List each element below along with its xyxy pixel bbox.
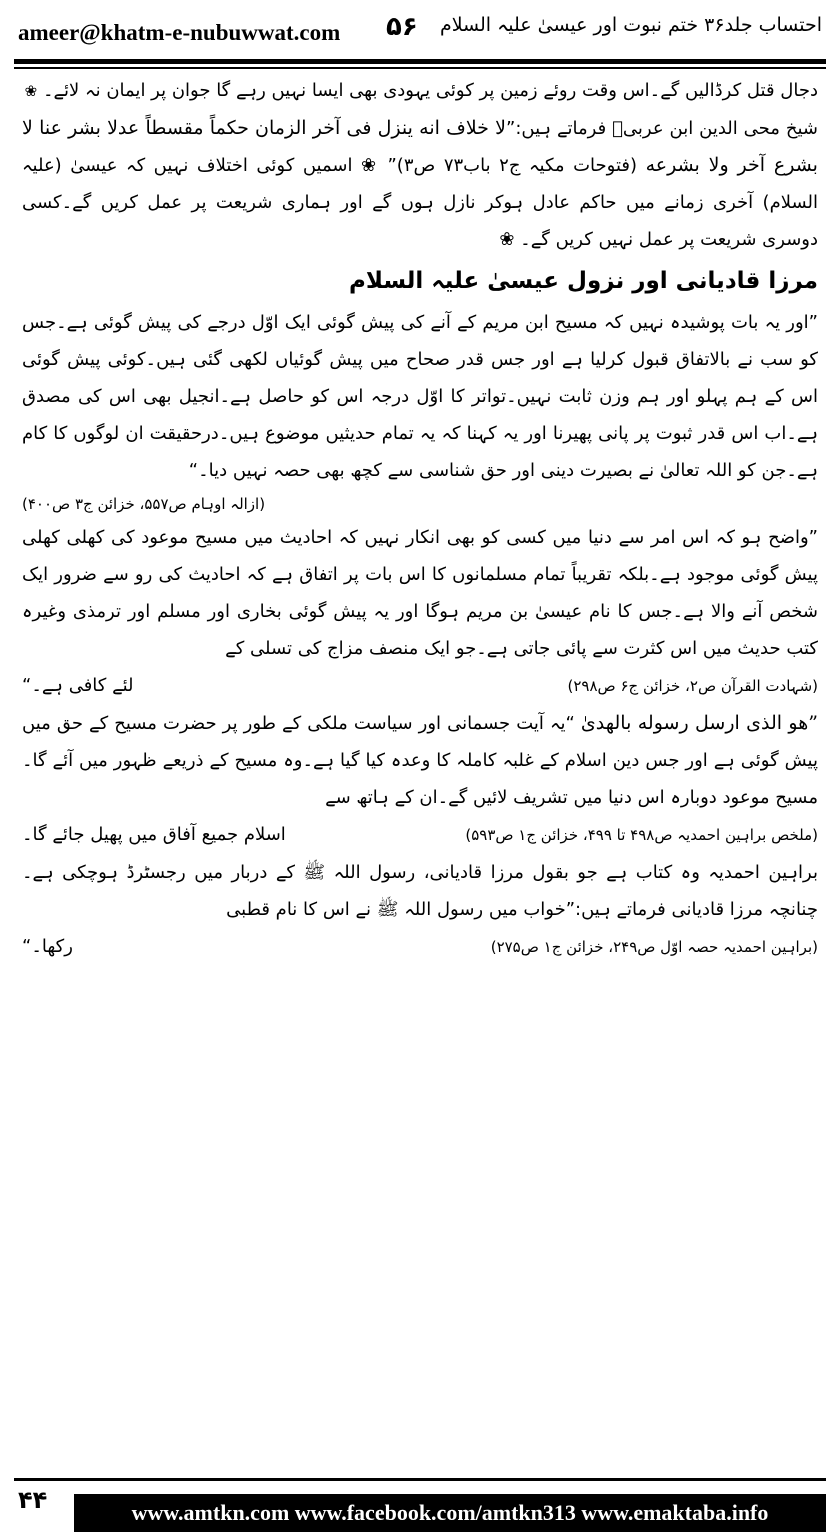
- ibn-arabi-reference: (فتوحات مکیہ ج۲ باب۷۳ ص۳): [396, 155, 638, 176]
- paragraph-barahin-registered: [22, 854, 818, 928]
- section-heading: مرزا قادیانی اور نزول عیسیٰ علیہ السلام: [349, 268, 818, 294]
- header-rule-thin: [14, 67, 826, 69]
- quote-izala-auham-text: ”اور یہ بات پوشیدہ نہیں کہ مسیح ابن مریم کے آنے کی پیش گوئی ایک اوّل درجے کی پیش گوئی ہے۔جس کو سب نے بالاتفاق قبول کرلیا ہے اور جس قدر صحاح میں پیش گوئیاں لکھی گئی ہیں۔کوئی پیش گوئی اس کے ہم پہلو اور ہم وزن ثابت نہیں۔تواتر کا اوّل درجہ اس کو حاصل ہے۔انجیل بھی اس کی مصدق ہے۔اب اس قدر ثبوت پر پانی پھیرنا اور یہ کہنا کہ یہ تمام حدیثیں موضوع ہیں۔درحقیقت ان لوگوں کا کام ہے۔جن کو اللہ تعالیٰ نے بصیرت دینی اور حق شناسی سے کچھ بھی حصہ نہیں دیا۔“: [22, 312, 818, 481]
- quote-barahin-ahmadiyya: [22, 705, 818, 816]
- paragraph-dajjal-text: دجال قتل کرڈالیں گے۔اس وقت روئے زمین پر کوئی یہودی بھی ایسا نہیں رہے گا جوان پر ایمان نہ لائے۔: [42, 80, 818, 101]
- footer-websites: www.amtkn.com www.facebook.com/amtkn313 www.emaktaba.info: [74, 1494, 826, 1532]
- paragraph-ibn-arabi: [22, 110, 818, 258]
- quote-shahadat-ul-quran-end: [22, 667, 818, 705]
- flower-ornament-icon: ❀: [24, 82, 38, 100]
- paragraph-barahin-registered-text: براہین احمدیہ وہ کتاب ہے جو بقول مرزا قادیانی، رسول اللہ ﷺ کے دربار میں رجسٹرڈ ہوچکی ہے۔چنانچہ مرزا قادیانی فرماتے ہیں:”خواب میں رسول اللہ ﷺ نے اس کا نام قطبی: [22, 862, 818, 920]
- footer-rule: [14, 1478, 826, 1481]
- quote-shahadat-ul-quran-tail: لئے کافی ہے۔“: [22, 675, 134, 696]
- reference-barahin-ahmadiyya-summary: (ملخص براہین احمدیہ ص۴۹۸ تا ۴۹۹، خزائن ج۱ ص۵۹۳): [465, 826, 818, 844]
- ibn-arabi-arabic-quote: لا خلاف انه ینزل فی آخر الزمان حکماً مقسطاً عدلا بشر عنا لا بشرع آخر ولا بشرعه: [22, 117, 818, 176]
- page-header: [14, 6, 826, 56]
- paragraph-dajjal: [22, 72, 818, 110]
- header-email: ameer@khatm-e-nubuwwat.com: [18, 20, 341, 45]
- paragraph-barahin-registered-end: [22, 928, 818, 966]
- quote-shahadat-ul-quran: [22, 519, 818, 667]
- reference-shahadat-ul-quran: (شہادت القرآن ص۲، خزائن ج۶ ص۲۹۸): [567, 677, 818, 695]
- quote-barahin-ahmadiyya-end: [22, 816, 818, 854]
- quote-barahin-ahmadiyya-tail: اسلام جمیع آفاق میں پھیل جائے گا۔: [22, 824, 286, 845]
- paragraph-barahin-registered-tail: رکھا۔“: [22, 936, 73, 957]
- reference-barahin-ahmadiyya-part-one: (براہین احمدیہ حصہ اوّل ص۲۴۹، خزائن ج۱ ص۲۷۵): [490, 938, 818, 956]
- reference-izala-auham: (ازالہ اوہام ص۵۵۷، خزائن ج۳ ص۴۰۰): [22, 495, 266, 513]
- quote-shahadat-ul-quran-text: ”واضح ہو کہ اس امر سے دنیا میں کسی کو بھی انکار نہیں کہ احادیث میں مسیح موعود کی کھلی کھلی پیش گوئی موجود ہے۔بلکہ تقریباً تمام مسلمانوں کا اس بات پر اتفاق ہے کہ احادیث کی رو سے ضرور ایک شخص آنے والا ہے۔جس کا نام عیسیٰ بن مریم ہوگا اور یہ پیش گوئی بخاری اور مسلم اور ترمذی وغیرہ کتب حدیث میں اس کثرت سے پائی جاتی ہے۔جو ایک منصف مزاج کی تسلی کے: [22, 527, 818, 659]
- header-page-number: ۵۶: [386, 12, 418, 42]
- header-rule-thick: [14, 59, 826, 64]
- footer-page-ref: ۴۴: [18, 1486, 48, 1514]
- quote-barahin-ahmadiyya-text: “یہ آیت جسمانی اور سیاست ملکی کے طور پر حضرت مسیح کے حق میں پیش گوئی ہے اور جس دین اسلام کے غلبہ کاملہ کا وعدہ کیا گیا ہے۔وہ مسیح کے ذریعے ظہور میں آئے گا۔مسیح موعود دوبارہ اس دنیا میں تشریف لائیں گے۔ان کے ہاتھ سے: [22, 713, 818, 808]
- page-body: [22, 72, 818, 1460]
- quran-verse-arabic: ”هو الذی ارسل رسوله بالهدیٰ: [580, 712, 818, 734]
- quote-izala-auham: [22, 304, 818, 489]
- header-title: احتساب جلد۳۶ ختم نبوت اور عیسیٰ علیہ السلام: [439, 14, 822, 36]
- ibn-arabi-intro: شیخ محی الدین ابن عربیؒ فرماتے ہیں:”: [506, 118, 818, 139]
- ibn-arabi-translation: ” ❀ اسمیں کوئی اختلاف نہیں کہ عیسیٰ (علیہ السلام) آخری زمانے میں حاکم عادل ہوکر نازل ہوں گے اور ہماری شریعت پر عمل کریں گے۔کسی دوسری شریعت پر عمل نہیں کریں گے۔ ❀: [22, 155, 818, 250]
